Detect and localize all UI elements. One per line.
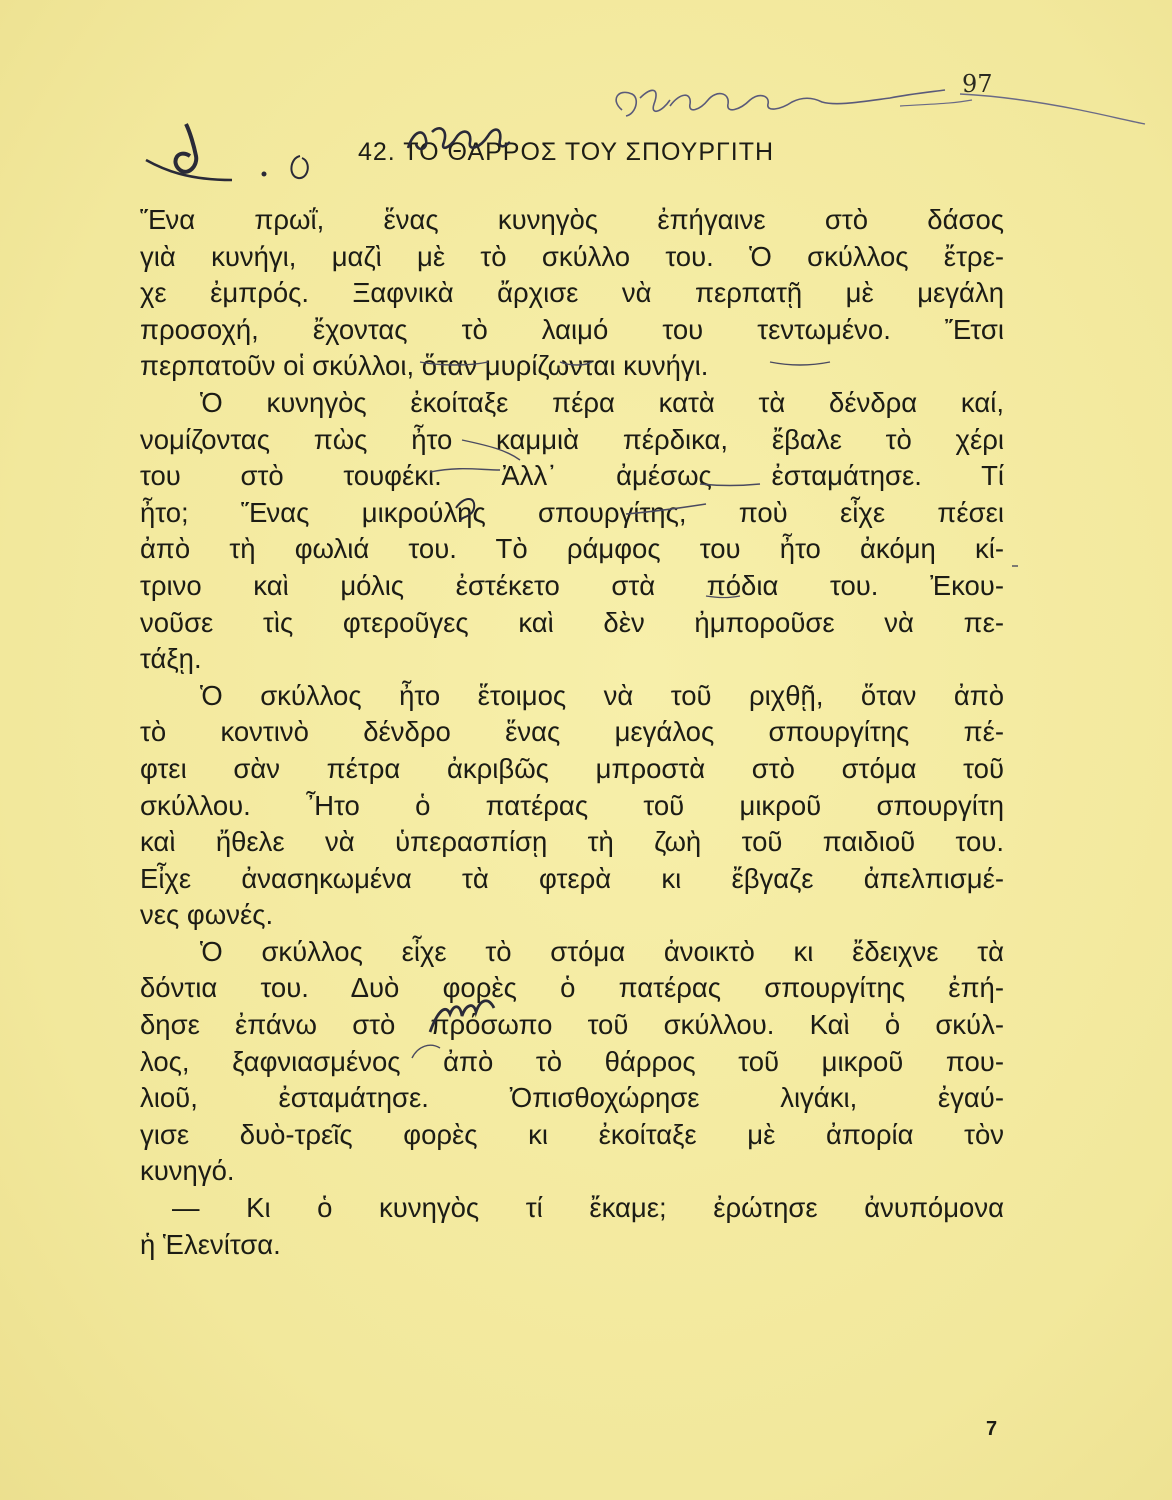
text-line: δησε ἐπάνω στὸ πρόσωπο τοῦ σκύλλου. Καὶ ὁ σκύλ- (140, 1009, 1004, 1041)
text-line: — Κι ὁ κυνηγὸς τί ἔκαμε; ἐρώτησε ἀνυπόμονα (172, 1192, 1004, 1224)
text-line: νοῦσε τὶς φτεροῦγες καὶ δὲν ἠμποροῦσε νὰ πε- (140, 606, 1004, 638)
text-line: τάξῃ. (140, 643, 202, 675)
text-line: χε ἐμπρός. Ξαφνικὰ ἄρχισε νὰ περπατῇ μὲ μεγάλη (140, 277, 1004, 309)
text-line: καὶ ἤθελε νὰ ὑπερασπίσῃ τὴ ζωὴ τοῦ παιδιοῦ του. (140, 826, 1004, 858)
text-line: νομίζοντας πὼς ἦτο καμμιὰ πέρδικα, ἔβαλε τὸ χέρι (140, 423, 1004, 455)
text-line: φτει σὰν πέτρα ἀκριβῶς μπροστὰ στὸ στόμα τοῦ (140, 752, 1004, 784)
text-line: Εἶχε ἀνασηκωμένα τὰ φτερὰ κι ἔβγαζε ἀπελπισμέ- (140, 862, 1004, 894)
signature-number: 7 (986, 1418, 998, 1440)
story-text (140, 202, 1004, 1263)
text-line: νες φωνές. (140, 899, 274, 931)
text-line: Ὁ σκύλλος ἦτο ἕτοιμος νὰ τοῦ ριχθῇ, ὅταν ἀπὸ (200, 679, 1004, 711)
text-line: λος, ξαφνιασμένος ἀπὸ τὸ θάρρος τοῦ μικροῦ που- (140, 1045, 1004, 1077)
text-line: του στὸ τουφέκι. Ἀλλ᾽ ἀμέσως ἐσταμάτησε. Τί (140, 460, 1004, 492)
pencil-scribble-top (600, 70, 1160, 140)
text-line: τὸ κοντινὸ δένδρο ἕνας μεγάλος σπουργίτης πέ- (140, 716, 1004, 748)
text-line: τρινο καὶ μόλις ἐστέκετο στὰ πόδια του. Ἐκου- (140, 569, 1004, 601)
text-line: γιὰ κυνήγι, μαζὶ μὲ τὸ σκύλλο του. Ὁ σκύλλος ἔτρε- (140, 240, 1004, 272)
text-line: κυνηγό. (140, 1155, 235, 1187)
text-line: λιοῦ, ἐσταμάτησε. Ὀπισθοχώρησε λιγάκι, ἐγαύ- (140, 1082, 1004, 1114)
text-line: Ἕνα πρωΐ, ἕνας κυνηγὸς ἐπήγαινε στὸ δάσος (140, 204, 1004, 235)
text-line: περπατοῦν οἱ σκύλλοι, ὅταν μυρίζωνται κυνήγι. (140, 350, 709, 382)
text-line: προσοχή, ἔχοντας τὸ λαιμό του τεντωμένο. Ἔτσι (140, 313, 1004, 345)
text-line: ἀπὸ τὴ φωλιά του. Τὸ ράμφος του ἦτο ἀκόμη κί- (140, 533, 1004, 565)
text-line: Ὁ σκύλλος εἶχε τὸ στόμα ἀνοικτὸ κι ἔδειχνε τὰ (200, 935, 1004, 967)
text-line: γισε δυὸ-τρεῖς φορὲς κι ἐκοίταξε μὲ ἀπορία τὸν (140, 1118, 1004, 1150)
text-line: ἦτο; Ἕνας μικρούλης σπουργίτης, ποὺ εἶχε πέσει (140, 496, 1004, 528)
text-line: σκύλλου. Ἦτο ὁ πατέρας τοῦ μικροῦ σπουργίτη (140, 789, 1004, 821)
pencil-mark-heading (140, 118, 360, 198)
page-number: 97 (962, 70, 993, 98)
chapter-heading: 42. ΤΟ ΘΑΡΡΟΣ ΤΟΥ ΣΠΟΥΡΓΙΤΗ (358, 138, 775, 166)
text-line: δόντια του. Δυὸ φορὲς ὁ πατέρας σπουργίτης ἐπή- (140, 972, 1004, 1004)
text-line: ἡ Ἑλενίτσα. (140, 1228, 281, 1260)
text-line: Ὁ κυνηγὸς ἐκοίταξε πέρα κατὰ τὰ δένδρα καί, (200, 386, 1004, 418)
